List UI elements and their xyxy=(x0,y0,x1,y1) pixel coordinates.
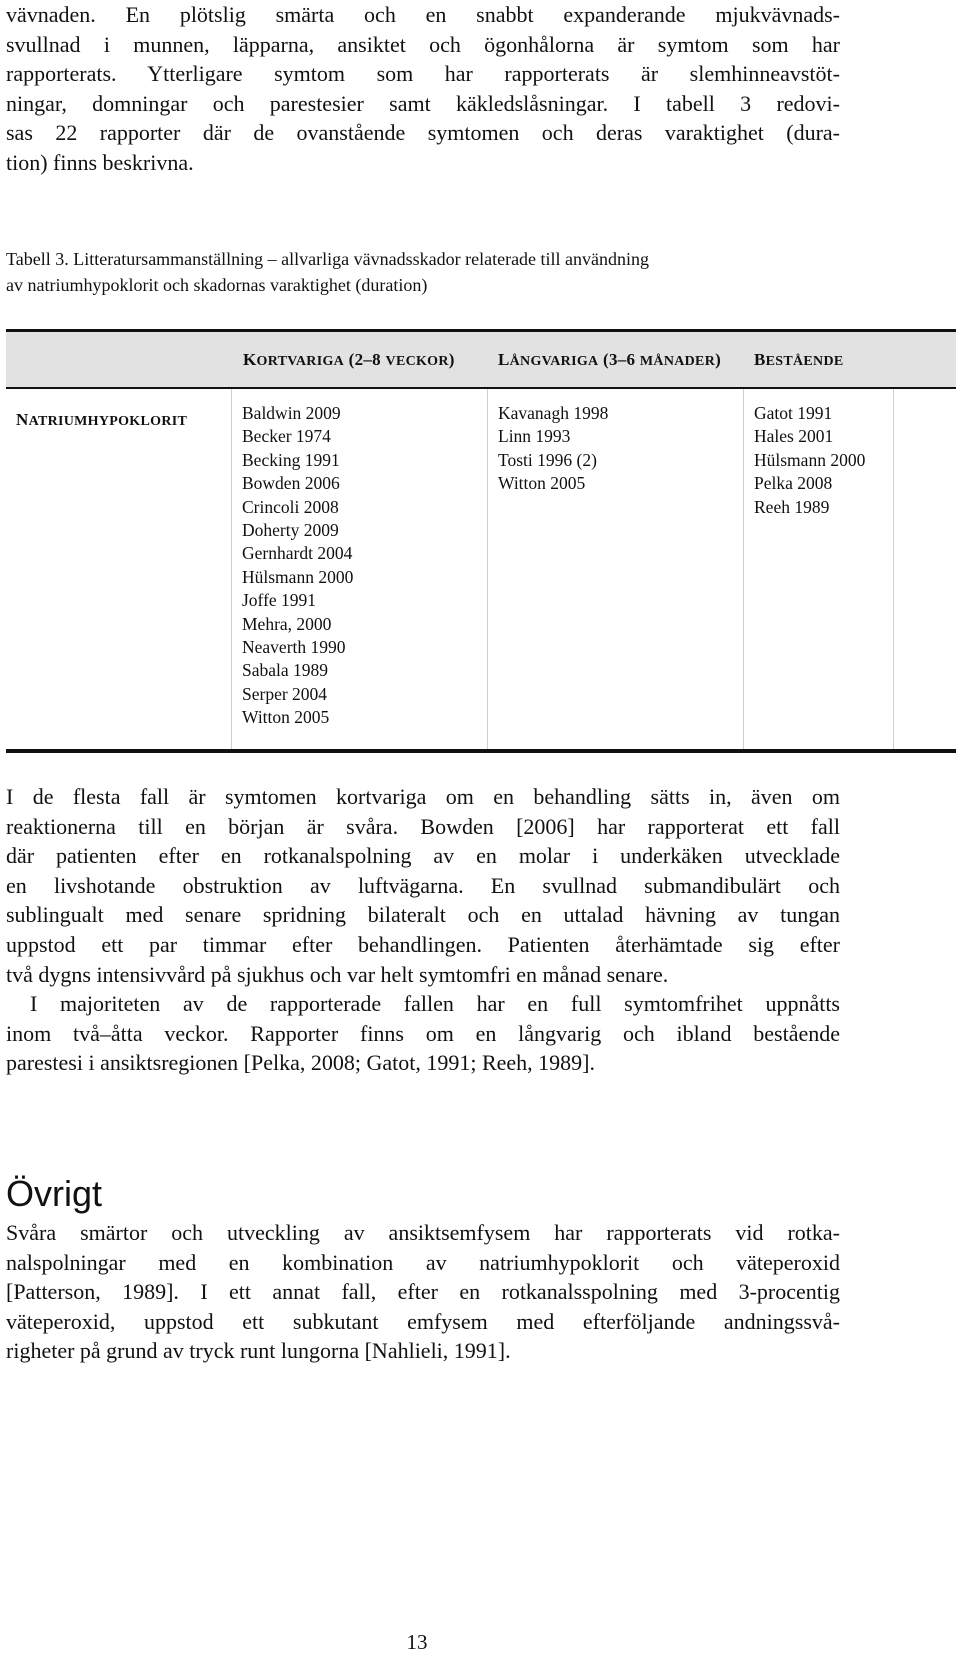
reference-item: Kavanagh 1998 xyxy=(498,403,609,423)
reference-item: Crincoli 2008 xyxy=(242,496,339,517)
body-line: parestesi i ansiktsregionen [Pelka, 2008; Gatot, 1991; Reeh, 1989]. xyxy=(6,1050,595,1076)
reference-item: Pelka 2008 xyxy=(754,473,833,494)
caption-line: av natriumhypoklorit och skadornas varaktighet (duration) xyxy=(6,275,428,295)
long-term-references xyxy=(498,402,608,496)
intro-line: sas 22 rapporter där de ovanstående symtomen och deras varaktighet (dura- xyxy=(6,120,840,146)
reference-item: Becking 1991 xyxy=(242,449,340,470)
column-divider xyxy=(743,389,744,749)
body-line: righeter på grund av tryck runt lungorna [Nahlieli, 1991]. xyxy=(6,1338,511,1364)
reference-item: Gatot 1991 xyxy=(754,403,833,423)
reference-item: Hülsmann 2000 xyxy=(754,449,866,470)
header-short-term: KORTVARIGA (2–8 VECKOR) xyxy=(243,350,455,369)
reference-item: Witton 2005 xyxy=(242,707,330,728)
body-line: inom två–åtta veckor. Rapporter finns om en långvarig och ibland bestående xyxy=(6,1020,840,1046)
reference-item: Neaverth 1990 xyxy=(242,637,346,658)
table-header-rule xyxy=(6,387,956,389)
header-permanent: BESTÅENDE xyxy=(754,350,844,369)
column-divider xyxy=(487,389,488,749)
table-bottom-rule xyxy=(6,749,956,753)
reference-item: Sabala 1989 xyxy=(242,660,329,681)
reference-item: Reeh 1989 xyxy=(754,496,830,517)
body-line: nalspolningar med en kombination av natriumhypoklorit och väteperoxid xyxy=(6,1249,840,1275)
reference-item: Joffe 1991 xyxy=(242,590,317,611)
reference-item: Becker 1974 xyxy=(242,426,331,447)
body-line: uppstod ett par timmar efter behandlingen. Patienten återhämtade sig efter xyxy=(6,931,840,957)
body-line: två dygns intensivvård på sjukhus och var helt symtomfri en månad senare. xyxy=(6,961,669,987)
reference-item: Hülsmann 2000 xyxy=(242,566,354,587)
body-line: [Patterson, 1989]. I ett annat fall, efter en rotkanalsspolning med 3-procentig xyxy=(6,1279,840,1305)
body-line: I majoriteten av de rapporterade fallen har en full symtomfrihet uppnåtts xyxy=(30,991,840,1017)
body-paragraph-ovrigt xyxy=(6,1218,840,1366)
permanent-references xyxy=(754,402,865,519)
body-paragraph-outcomes xyxy=(6,782,840,1078)
intro-line: svullnad i munnen, läpparna, ansiktet och ögonhålorna är symtom som har xyxy=(6,31,840,57)
intro-line: vävnaden. En plötslig smärta och en snabbt expanderande mjukvävnads- xyxy=(6,2,840,27)
column-divider xyxy=(893,389,894,749)
section-heading-ovrigt: Övrigt xyxy=(6,1173,103,1214)
body-line: reaktionerna till en början är svåra. Bowden [2006] har rapporterat ett fall xyxy=(6,813,840,839)
body-line: Svåra smärtor och utveckling av ansiktsemfysem har rapporterats vid rotka- xyxy=(6,1220,840,1245)
reference-item: Linn 1993 xyxy=(498,426,571,447)
body-line: I de flesta fall är symtomen kortvariga om en behandling sätts in, även om xyxy=(6,784,840,809)
body-line: en livshotande obstruktion av luftvägarna. En svullnad submandibulärt och xyxy=(6,872,840,898)
intro-line: ningar, domningar och parestesier samt käkledslåsningar. I tabell 3 redovi- xyxy=(6,90,840,116)
header-long-term: LÅNGVARIGA (3–6 MÅNADER) xyxy=(498,350,722,369)
intro-line: rapporterats. Ytterligare symtom som har rapporterats är slemhinneavstöt- xyxy=(6,61,840,87)
short-term-references xyxy=(242,402,353,730)
reference-item: Doherty 2009 xyxy=(242,520,339,541)
intro-paragraph xyxy=(6,0,840,178)
page-number: 13 xyxy=(406,1630,428,1654)
reference-item: Witton 2005 xyxy=(498,473,586,494)
body-line: väteperoxid, uppstod ett subkutant emfysem med efterföljande andningssvå- xyxy=(6,1308,840,1334)
table-caption xyxy=(6,246,846,298)
body-line: sublingualt med senare spridning bilateralt och en uttalad hävning av tungan xyxy=(6,902,840,928)
literature-table xyxy=(6,329,956,753)
reference-item: Serper 2004 xyxy=(242,683,328,704)
reference-item: Hales 2001 xyxy=(754,426,834,447)
caption-line: Tabell 3. Litteratursammanställning – allvarliga vävnadsskador relaterade till användning xyxy=(6,249,650,269)
body-line: där patienten efter en rotkanalspolning av en molar i underkäken utvecklade xyxy=(6,843,840,869)
reference-item: Tosti 1996 (2) xyxy=(498,449,597,470)
row-label-sodium-hypochlorite: NATRIUMHYPOKLORIT xyxy=(16,410,188,429)
intro-line: tion) finns beskrivna. xyxy=(6,149,194,175)
column-divider xyxy=(231,389,232,749)
reference-item: Bowden 2006 xyxy=(242,473,340,494)
reference-item: Gernhardt 2004 xyxy=(242,543,353,564)
reference-item: Baldwin 2009 xyxy=(242,403,341,423)
reference-item: Mehra, 2000 xyxy=(242,613,332,634)
